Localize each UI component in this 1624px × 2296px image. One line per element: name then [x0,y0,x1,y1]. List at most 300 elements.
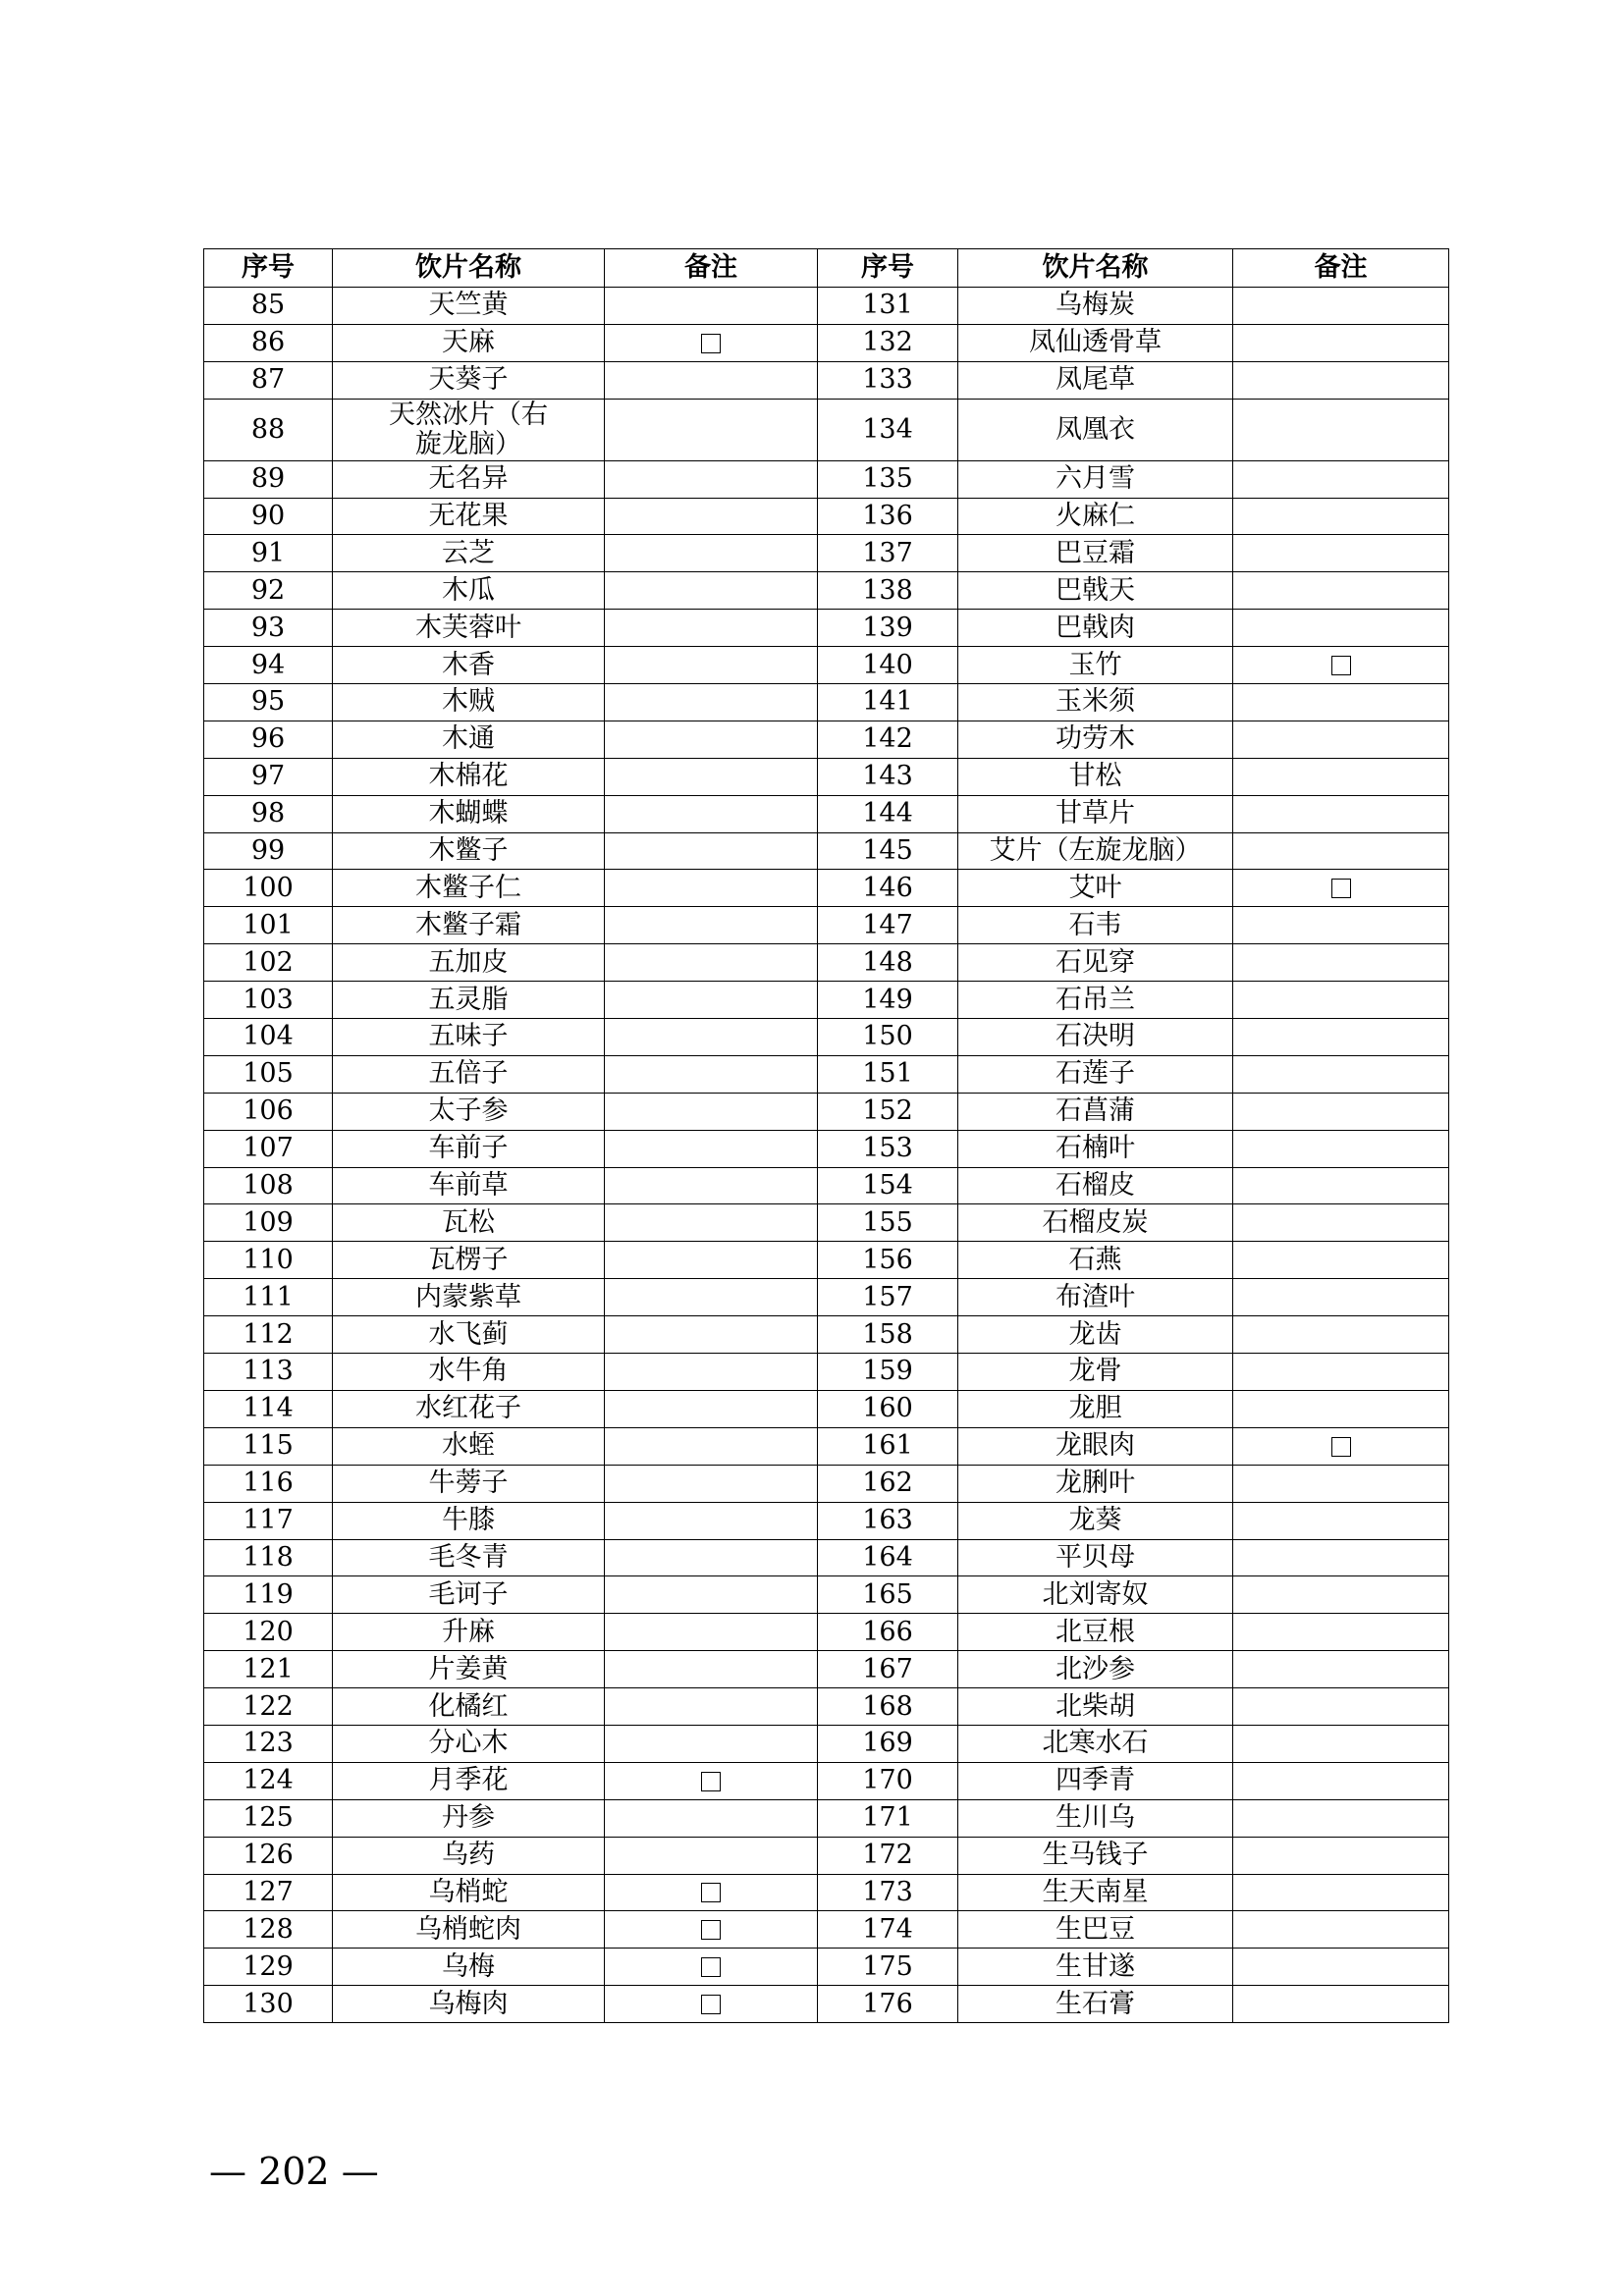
slice-name-cell [958,1688,1233,1726]
remark-cell [1233,1390,1449,1427]
serial-number-cell: 106 [204,1093,333,1130]
slice-name-cell [333,684,605,721]
serial-number-cell: 129 [204,1949,333,1986]
remark-cell [605,1837,818,1874]
remark-cell [1233,1762,1449,1799]
remark-cell [1233,1055,1449,1093]
serial-number-cell: 171 [818,1799,958,1837]
serial-number-cell: 145 [818,832,958,870]
slice-name-cell [958,1019,1233,1056]
header-remark-right: 备注 [1233,249,1449,288]
slice-name-cell [958,1502,1233,1539]
slice-name-cell [333,1874,605,1911]
serial-number-cell: 168 [818,1688,958,1726]
remark-cell [1233,535,1449,572]
table-row [204,832,1449,870]
serial-number-cell: 101 [204,907,333,944]
serial-number-cell: 105 [204,1055,333,1093]
table-row [204,1762,1449,1799]
serial-number-cell: 176 [818,1986,958,2023]
remark-cell [1233,944,1449,982]
table-row [204,907,1449,944]
serial-number-cell: 134 [818,399,958,460]
remark-cell [605,870,818,907]
serial-number-cell: 146 [818,870,958,907]
slice-name-text: 车前草 [428,1170,509,1201]
remark-cell [605,1093,818,1130]
serial-number-cell: 99 [204,832,333,870]
slice-name-text: 乌梢蛇 [428,1876,509,1907]
remark-cell [1233,647,1449,684]
slice-name-text: 木鳖子霜 [415,909,521,940]
checkbox-icon [1331,1437,1351,1457]
slice-name-text: 生巴豆 [1056,1913,1135,1945]
slice-name-text: 四季青 [1056,1765,1135,1796]
slice-name-cell [958,1130,1233,1167]
table-row [204,1614,1449,1651]
remark-cell [1233,1651,1449,1688]
slice-name-text: 瓦松 [442,1206,495,1238]
remark-cell [605,535,818,572]
serial-number-cell: 93 [204,610,333,647]
serial-number-cell: 113 [204,1354,333,1391]
slice-name-text: 北沙参 [1056,1653,1135,1684]
serial-number-cell: 115 [204,1427,333,1465]
table-row [204,944,1449,982]
slice-name-text: 平贝母 [1056,1541,1135,1573]
slice-name-cell [333,944,605,982]
serial-number-cell: 125 [204,1799,333,1837]
slice-name-text: 乌梅炭 [1056,290,1135,321]
slice-name-text: 毛冬青 [428,1541,509,1573]
slice-name-cell [333,1911,605,1949]
slice-name-cell [333,288,605,325]
slice-name-text: 石见穿 [1056,946,1135,978]
slice-name-text: 石决明 [1056,1021,1135,1052]
remark-cell [605,1427,818,1465]
table-row [204,1130,1449,1167]
serial-number-cell: 114 [204,1390,333,1427]
slice-name-text: 玉竹 [1068,649,1122,680]
slice-name-text: 乌梢蛇肉 [415,1913,521,1945]
serial-number-cell: 133 [818,361,958,399]
serial-number-cell: 151 [818,1055,958,1093]
table-row [204,361,1449,399]
table-row [204,647,1449,684]
slice-name-text: 水飞蓟 [428,1318,509,1350]
remark-cell [1233,288,1449,325]
slice-name-cell [958,684,1233,721]
checkbox-icon [701,1920,721,1940]
serial-number-cell: 85 [204,288,333,325]
table-row [204,1949,1449,1986]
slice-name-text: 龙脷叶 [1056,1468,1135,1499]
table-row [204,795,1449,832]
remark-cell [605,1354,818,1391]
serial-number-cell: 128 [204,1911,333,1949]
remark-cell [1233,907,1449,944]
slice-name-text: 木香 [442,649,495,680]
serial-number-cell: 118 [204,1539,333,1576]
remark-cell [1233,399,1449,460]
slice-name-text: 木棉花 [428,761,509,792]
serial-number-cell: 159 [818,1354,958,1391]
remark-cell [1233,460,1449,498]
remark-cell [1233,721,1449,758]
remark-cell [605,1688,818,1726]
serial-number-cell: 90 [204,498,333,535]
slice-name-text: 石菖蒲 [1056,1095,1135,1127]
slice-name-text: 龙骨 [1068,1356,1122,1387]
serial-number-cell: 131 [818,288,958,325]
slice-name-text: 水蛭 [442,1430,495,1462]
table-row [204,1576,1449,1614]
serial-number-cell: 110 [204,1242,333,1279]
slice-name-cell [333,832,605,870]
slice-name-cell [958,1093,1233,1130]
slice-name-cell [958,1576,1233,1614]
slice-name-cell [958,1204,1233,1242]
slice-name-text: 龙眼肉 [1056,1430,1135,1462]
table-row [204,1799,1449,1837]
slice-name-text: 石楠叶 [1056,1133,1135,1164]
slice-name-cell [333,535,605,572]
remark-cell [605,1874,818,1911]
slice-name-text: 五灵脂 [428,984,509,1015]
slice-name-text: 生甘遂 [1056,1950,1135,1982]
serial-number-cell: 140 [818,647,958,684]
slice-name-text: 升麻 [442,1616,495,1647]
serial-number-cell: 117 [204,1502,333,1539]
slice-name-text: 龙胆 [1068,1393,1122,1424]
remark-cell [605,1762,818,1799]
serial-number-cell: 157 [818,1279,958,1316]
slice-name-cell [958,1614,1233,1651]
slice-name-cell [958,1465,1233,1502]
slice-name-cell [333,982,605,1019]
serial-number-cell: 149 [818,982,958,1019]
slice-name-text: 龙齿 [1068,1318,1122,1350]
remark-cell [605,288,818,325]
slice-name-text: 云芝 [442,537,495,568]
serial-number-cell: 160 [818,1390,958,1427]
slice-name-text: 乌药 [442,1840,495,1871]
table-row [204,1911,1449,1949]
serial-number-cell: 88 [204,399,333,460]
remark-cell [1233,1465,1449,1502]
slice-name-cell [958,1799,1233,1837]
header-name-right: 饮片名称 [958,249,1233,288]
slice-name-text: 内蒙紫草 [415,1281,521,1312]
slice-name-text: 分心木 [428,1728,509,1759]
table-row [204,1167,1449,1204]
header-remark-left: 备注 [605,249,818,288]
checkbox-icon [701,1995,721,2014]
slice-name-cell [958,1316,1233,1354]
remark-cell [1233,1949,1449,1986]
remark-cell [1233,1279,1449,1316]
slice-name-text: 巴豆霜 [1056,537,1135,568]
slice-name-text: 巴戟天 [1056,574,1135,606]
slice-name-text: 生川乌 [1056,1802,1135,1834]
slice-name-text: 凤尾草 [1056,364,1135,396]
serial-number-cell: 158 [818,1316,958,1354]
remark-cell [605,1279,818,1316]
slice-name-cell [333,1539,605,1576]
serial-number-cell: 144 [818,795,958,832]
remark-cell [1233,870,1449,907]
slice-name-cell [333,1725,605,1762]
serial-number-cell: 170 [818,1762,958,1799]
slice-name-cell [333,1576,605,1614]
table-row [204,1651,1449,1688]
serial-number-cell: 162 [818,1465,958,1502]
slice-name-cell [958,498,1233,535]
slice-name-cell [333,1204,605,1242]
serial-number-cell: 155 [818,1204,958,1242]
remark-cell [605,1167,818,1204]
slice-name-text: 石榴皮炭 [1042,1206,1149,1238]
slice-name-cell [333,907,605,944]
table-row [204,1427,1449,1465]
header-serial-right: 序号 [818,249,958,288]
table-row [204,610,1449,647]
serial-number-cell: 89 [204,460,333,498]
slice-name-text: 乌梅 [442,1950,495,1982]
slice-name-cell [333,1949,605,1986]
remark-cell [1233,1242,1449,1279]
slice-name-cell [333,758,605,795]
slice-name-text: 艾叶 [1068,872,1122,903]
serial-number-cell: 156 [818,1242,958,1279]
remark-cell [605,1949,818,1986]
slice-name-text: 巴戟肉 [1056,612,1135,643]
remark-cell [1233,610,1449,647]
table-row [204,460,1449,498]
remark-cell [1233,1725,1449,1762]
slice-name-text: 北刘寄奴 [1042,1578,1149,1610]
remark-cell [605,758,818,795]
slice-name-cell [958,361,1233,399]
slice-name-cell [958,1055,1233,1093]
slice-name-text: 功劳木 [1056,723,1135,755]
serial-number-cell: 112 [204,1316,333,1354]
serial-number-cell: 119 [204,1576,333,1614]
slice-name-text: 凤凰衣 [1056,413,1135,445]
remark-cell [605,1204,818,1242]
serial-number-cell: 94 [204,647,333,684]
remark-cell [605,1465,818,1502]
slice-name-cell [333,610,605,647]
slice-name-cell [333,1019,605,1056]
slice-name-text: 石榴皮 [1056,1170,1135,1201]
remark-cell [605,1316,818,1354]
slice-name-text: 牛膝 [442,1505,495,1536]
table-row [204,324,1449,361]
table-row [204,758,1449,795]
table-row [204,1055,1449,1093]
slice-name-text: 车前子 [428,1133,509,1164]
serial-number-cell: 163 [818,1502,958,1539]
table-row [204,870,1449,907]
table-row [204,1725,1449,1762]
slice-name-cell [333,1614,605,1651]
serial-number-cell: 142 [818,721,958,758]
slice-name-cell [958,907,1233,944]
table-row [204,1688,1449,1726]
remark-cell [605,498,818,535]
serial-number-cell: 175 [818,1949,958,1986]
slice-name-cell [958,1651,1233,1688]
table-row [204,1354,1449,1391]
table-row [204,1204,1449,1242]
serial-number-cell: 153 [818,1130,958,1167]
serial-number-cell: 100 [204,870,333,907]
remark-cell [1233,1688,1449,1726]
checkbox-icon [701,1772,721,1791]
remark-cell [1233,1316,1449,1354]
slice-name-text: 凤仙透骨草 [1029,327,1162,358]
serial-number-cell: 137 [818,535,958,572]
remark-cell [605,1390,818,1427]
remark-cell [605,907,818,944]
remark-cell [1233,1539,1449,1576]
serial-number-cell: 97 [204,758,333,795]
table-row [204,535,1449,572]
slice-name-cell [958,572,1233,610]
slice-name-text: 火麻仁 [1056,501,1135,531]
slice-name-text: 水牛角 [428,1356,509,1387]
slice-name-cell [958,1539,1233,1576]
remark-cell [1233,1427,1449,1465]
remark-cell [605,399,818,460]
serial-number-cell: 154 [818,1167,958,1204]
serial-number-cell: 152 [818,1093,958,1130]
checkbox-icon [701,334,721,353]
remark-cell [605,795,818,832]
slice-name-text: 太子参 [428,1095,509,1127]
remark-cell [605,944,818,982]
serial-number-cell: 161 [818,1427,958,1465]
slice-name-cell [958,399,1233,460]
slice-name-text: 生天南星 [1042,1876,1149,1907]
serial-number-cell: 173 [818,1874,958,1911]
slice-name-cell [958,944,1233,982]
checkbox-icon [701,1957,721,1977]
slice-name-text: 木鳖子仁 [415,872,521,903]
slice-name-cell [333,721,605,758]
serial-number-cell: 123 [204,1725,333,1762]
slice-name-text: 艾片（左旋龙脑） [989,835,1202,867]
slice-name-cell [958,288,1233,325]
serial-number-cell: 108 [204,1167,333,1204]
remark-cell [1233,684,1449,721]
remark-cell [605,832,818,870]
remark-cell [605,1539,818,1576]
table-row [204,982,1449,1019]
table-row [204,1390,1449,1427]
page-number: — 202 — [209,2150,379,2193]
slice-name-cell [958,460,1233,498]
remark-cell [1233,572,1449,610]
serial-number-cell: 95 [204,684,333,721]
remark-cell [605,1986,818,2023]
slice-name-text: 甘草片 [1056,798,1135,829]
slice-name-cell [333,1390,605,1427]
slice-name-text: 乌梅肉 [428,1988,509,2019]
serial-number-cell: 98 [204,795,333,832]
remark-cell [1233,1204,1449,1242]
slice-name-cell [333,1502,605,1539]
serial-number-cell: 107 [204,1130,333,1167]
remark-cell [1233,324,1449,361]
remark-cell [605,460,818,498]
slice-name-text: 毛诃子 [428,1578,509,1610]
serial-number-cell: 174 [818,1911,958,1949]
remark-cell [1233,1614,1449,1651]
slice-name-text: 木芙蓉叶 [415,612,521,643]
table-row [204,1316,1449,1354]
slice-name-cell [958,1949,1233,1986]
remark-cell [605,1242,818,1279]
serial-number-cell: 141 [818,684,958,721]
serial-number-cell: 111 [204,1279,333,1316]
serial-number-cell: 122 [204,1688,333,1726]
slice-name-cell [333,1130,605,1167]
table-row [204,1242,1449,1279]
slice-name-text: 无名异 [428,463,509,495]
remark-cell [605,1055,818,1093]
slice-name-text: 石吊兰 [1056,984,1135,1015]
serial-number-cell: 103 [204,982,333,1019]
slice-name-text: 五加皮 [428,946,509,978]
remark-cell [1233,1167,1449,1204]
slice-name-text: 无花果 [428,501,509,531]
slice-name-cell [958,1167,1233,1204]
remark-cell [1233,1502,1449,1539]
table-row [204,498,1449,535]
serial-number-cell: 150 [818,1019,958,1056]
slice-name-cell [333,1986,605,2023]
slice-name-text: 片姜黄 [428,1653,509,1684]
remark-cell [605,324,818,361]
slice-name-cell [958,1354,1233,1391]
remark-cell [605,982,818,1019]
remark-cell [1233,1986,1449,2023]
slice-name-cell [333,1427,605,1465]
serial-number-cell: 167 [818,1651,958,1688]
serial-number-cell: 135 [818,460,958,498]
slice-name-cell [333,1465,605,1502]
slice-name-cell [333,1242,605,1279]
slice-name-cell [958,1911,1233,1949]
slice-name-cell [333,1093,605,1130]
remark-cell [605,1651,818,1688]
remark-cell [605,1130,818,1167]
serial-number-cell: 102 [204,944,333,982]
table-row [204,572,1449,610]
slice-name-text: 北豆根 [1056,1616,1135,1647]
slice-name-text: 龙葵 [1068,1505,1122,1536]
remark-cell [1233,1874,1449,1911]
slice-name-text: 木通 [442,723,495,755]
slice-name-cell [333,498,605,535]
slice-name-cell [333,399,605,460]
checkbox-icon [1331,879,1351,898]
slice-name-text: 天葵子 [428,364,509,396]
remark-cell [1233,1911,1449,1949]
table-row [204,288,1449,325]
